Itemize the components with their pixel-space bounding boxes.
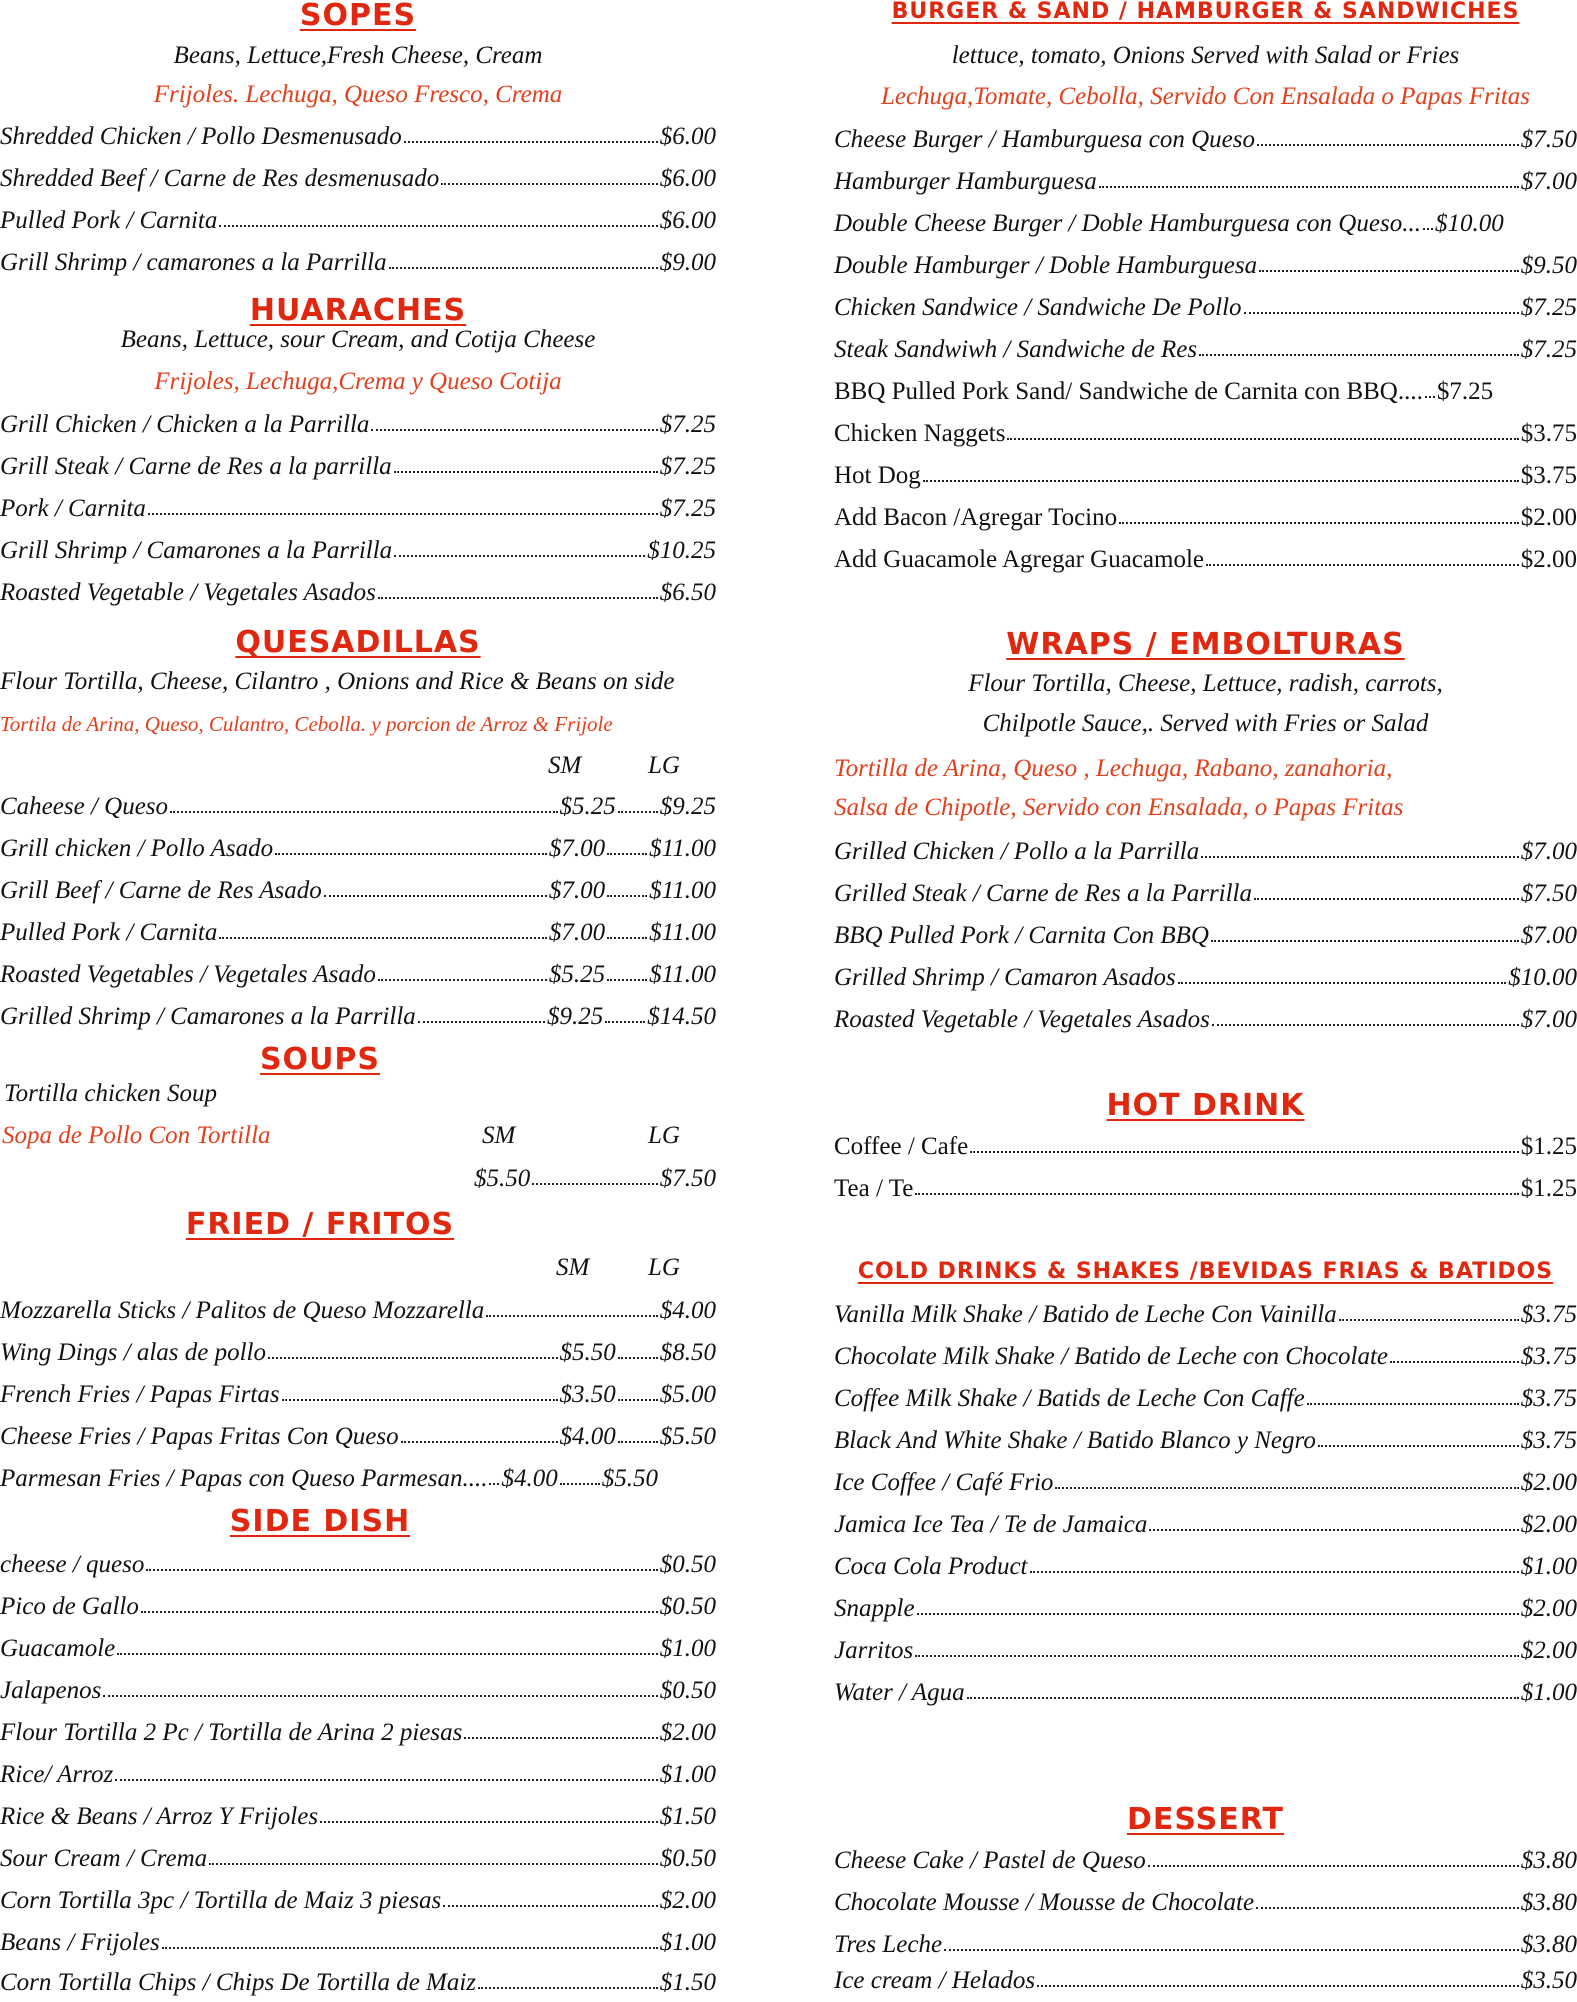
menu-item: Sour Cream / Crema $0.50 [0, 1845, 716, 1872]
sopes-heading: SOPES [299, 0, 417, 33]
menu-item: Rice & Beans / Arroz Y Frijoles $1.50 [0, 1803, 716, 1830]
menu-item: Grill Beef / Carne de Res Asado $7.00 $11.00 [0, 877, 716, 904]
menu-item: Cheese Burger / Hamburguesa con Queso $7.50 [834, 126, 1577, 153]
menu-item: Chocolate Milk Shake / Batido de Leche con Chocolate $3.75 [834, 1343, 1577, 1370]
menu-item: Snapple $2.00 [834, 1595, 1577, 1622]
menu-item: BBQ Pulled Pork Sand/ Sandwiche de Carnita con BBQ.... $7.25 [834, 378, 1494, 405]
menu-item: Grilled Shrimp / Camarones a la Parrilla $9.25 $14.50 [0, 1003, 716, 1030]
soup-prices: $5.50 $7.50 [474, 1165, 716, 1192]
menu-item: Vanilla Milk Shake / Batido de Leche Con Vainilla $3.75 [834, 1301, 1577, 1328]
soups-heading: SOUPS [259, 1042, 381, 1077]
menu-item: Mozzarella Sticks / Palitos de Queso Mozzarella $4.00 [0, 1297, 716, 1324]
menu-item: Chicken Naggets $3.75 [834, 420, 1577, 447]
menu-item: Flour Tortilla 2 Pc / Tortilla de Arina 2 piesas $2.00 [0, 1719, 716, 1746]
menu-item: Roasted Vegetable / Vegetales Asados $6.50 [0, 579, 716, 606]
menu-item: Grilled Steak / Carne de Res a la Parrilla $7.50 [834, 880, 1577, 907]
menu-item: Coca Cola Product $1.00 [834, 1553, 1577, 1580]
sopes-desc-en: Beans, Lettuce,Fresh Cheese, Cream [173, 42, 543, 69]
menu-item: Double Hamburger / Doble Hamburguesa $9.50 [834, 252, 1577, 279]
menu-item: Corn Tortilla 3pc / Tortilla de Maiz 3 piesas $2.00 [0, 1887, 716, 1914]
fried-size-large-label: LG [648, 1254, 680, 1281]
menu-item: Grill Steak / Carne de Res a la parrilla $7.25 [0, 453, 716, 480]
soup-name-es: Sopa de Pollo Con Tortilla [2, 1122, 271, 1149]
cold-drinks-heading: COLD DRINKS & SHAKES /BEVIDAS FRIAS & BATIDOS [857, 1259, 1554, 1284]
dessert-heading: DESSERT [1127, 1802, 1284, 1837]
menu-item: Caheese / Queso $5.25 $9.25 [0, 793, 716, 820]
menu-item: Roasted Vegetables / Vegetales Asado $5.25 $11.00 [0, 961, 716, 988]
menu-item: Cheese Cake / Pastel de Queso $3.80 [834, 1847, 1577, 1874]
wraps-desc-es-2: Salsa de Chipotle, Servido con Ensalada, o Papas Fritas [834, 794, 1404, 821]
soup-size-large-label: LG [648, 1122, 680, 1149]
menu-item: Chocolate Mousse / Mousse de Chocolate $3.80 [834, 1889, 1577, 1916]
fried-heading: FRIED / FRITOS [185, 1207, 455, 1242]
huaraches-desc-es: Frijoles, Lechuga,Crema y Queso Cotija [154, 368, 562, 395]
menu-item: French Fries / Papas Firtas $3.50 $5.00 [0, 1381, 716, 1408]
menu-item: Grilled Shrimp / Camaron Asados $10.00 [834, 964, 1577, 991]
menu-item: Chicken Sandwice / Sandwiche De Pollo $7.25 [834, 294, 1577, 321]
menu-item: Water / Agua $1.00 [834, 1679, 1577, 1706]
menu-item: Grill Chicken / Chicken a la Parrilla $7.25 [0, 411, 716, 438]
menu-item: Wing Dings / alas de pollo $5.50 $8.50 [0, 1339, 716, 1366]
menu-item: Cheese Fries / Papas Fritas Con Queso $4.00 $5.50 [0, 1423, 716, 1450]
menu-item: Ice cream / Helados $3.50 [834, 1967, 1577, 1994]
menu-item: Pork / Carnita $7.25 [0, 495, 716, 522]
menu-item: Tea / Te $1.25 [834, 1175, 1577, 1202]
sopes-desc-es: Frijoles. Lechuga, Queso Fresco, Crema [153, 81, 563, 108]
menu-item: BBQ Pulled Pork / Carnita Con BBQ $7.00 [834, 922, 1577, 949]
menu-item: Jarritos $2.00 [834, 1637, 1577, 1664]
menu-item: Grill chicken / Pollo Asado $7.00 $11.00 [0, 835, 716, 862]
wraps-desc-en-2: Chilpotle Sauce,. Served with Fries or Salad [982, 710, 1429, 737]
wraps-heading: WRAPS / EMBOLTURAS [1006, 627, 1405, 662]
menu-item: Parmesan Fries / Papas con Queso Parmesan.... $4.00 $5.50 [0, 1465, 658, 1492]
quesadillas-heading: QUESADILLAS [235, 625, 481, 660]
menu-item: Grill Shrimp / Camarones a la Parrilla $10.25 [0, 537, 716, 564]
menu-item: Hamburger Hamburguesa $7.00 [834, 168, 1577, 195]
menu-item: Rice/ Arroz $1.00 [0, 1761, 716, 1788]
huaraches-desc-en: Beans, Lettuce, sour Cream, and Cotija Cheese [120, 326, 596, 353]
menu-item: Grill Shrimp / camarones a la Parrilla $9.00 [0, 249, 716, 276]
menu-item: Pulled Pork / Carnita $6.00 [0, 207, 716, 234]
size-small-label: SM [548, 752, 582, 779]
menu-item: Corn Tortilla Chips / Chips De Tortilla de Maiz $1.50 [0, 1969, 716, 1996]
menu-item: Jalapenos $0.50 [0, 1677, 716, 1704]
menu-item: cheese / queso $0.50 [0, 1551, 716, 1578]
huaraches-heading: HUARACHES [249, 293, 467, 328]
hot-drink-heading: HOT DRINK [1106, 1088, 1305, 1123]
menu-item: Pulled Pork / Carnita $7.00 $11.00 [0, 919, 716, 946]
menu-item: Beans / Frijoles $1.00 [0, 1929, 716, 1956]
menu-item: Guacamole $1.00 [0, 1635, 716, 1662]
soup-name-en: Tortilla chicken Soup [4, 1080, 217, 1107]
menu-item: Shredded Chicken / Pollo Desmenusado $6.00 [0, 123, 716, 150]
wraps-desc-en-1: Flour Tortilla, Cheese, Lettuce, radish, carrots, [968, 670, 1443, 697]
menu-item: Add Bacon /Agregar Tocino $2.00 [834, 504, 1577, 531]
menu-item: Ice Coffee / Café Frio $2.00 [834, 1469, 1577, 1496]
menu-item: Roasted Vegetable / Vegetales Asados $7.00 [834, 1006, 1577, 1033]
menu-item: Tres Leche $3.80 [834, 1931, 1577, 1958]
menu-item: Double Cheese Burger / Doble Hamburguesa con Queso... $10.00 [834, 210, 1504, 237]
menu-item: Shredded Beef / Carne de Res desmenusado $6.00 [0, 165, 716, 192]
menu-item: Hot Dog $3.75 [834, 462, 1577, 489]
fried-size-small-label: SM [556, 1254, 590, 1281]
menu-item: Steak Sandwiwh / Sandwiche de Res $7.25 [834, 336, 1577, 363]
quesadillas-desc-en: Flour Tortilla, Cheese, Cilantro , Onions and Rice & Beans on side [0, 668, 675, 695]
size-large-label: LG [648, 752, 680, 779]
menu-item: Grilled Chicken / Pollo a la Parrilla $7.00 [834, 838, 1577, 865]
burger-desc-es: Lechuga,Tomate, Cebolla, Servido Con Ensalada o Papas Fritas [880, 83, 1531, 110]
burger-heading: BURGER & SAND / HAMBURGER & SANDWICHES [891, 0, 1520, 24]
quesadillas-desc-es: Tortila de Arina, Queso, Culantro, Cebolla. y porcion de Arroz & Frijole [0, 712, 613, 736]
soup-size-small-label: SM [482, 1122, 516, 1149]
burger-desc-en: lettuce, tomato, Onions Served with Salad or Fries [951, 42, 1460, 69]
menu-item: Black And White Shake / Batido Blanco y Negro $3.75 [834, 1427, 1577, 1454]
menu-item: Jamica Ice Tea / Te de Jamaica $2.00 [834, 1511, 1577, 1538]
menu-item: Add Guacamole Agregar Guacamole $2.00 [834, 546, 1577, 573]
menu-item: Coffee Milk Shake / Batids de Leche Con Caffe $3.75 [834, 1385, 1577, 1412]
menu-item: Pico de Gallo $0.50 [0, 1593, 716, 1620]
side-dish-heading: SIDE DISH [229, 1504, 411, 1539]
wraps-desc-es-1: Tortilla de Arina, Queso , Lechuga, Rabano, zanahoria, [834, 755, 1393, 782]
menu-item: Coffee / Cafe $1.25 [834, 1133, 1577, 1160]
